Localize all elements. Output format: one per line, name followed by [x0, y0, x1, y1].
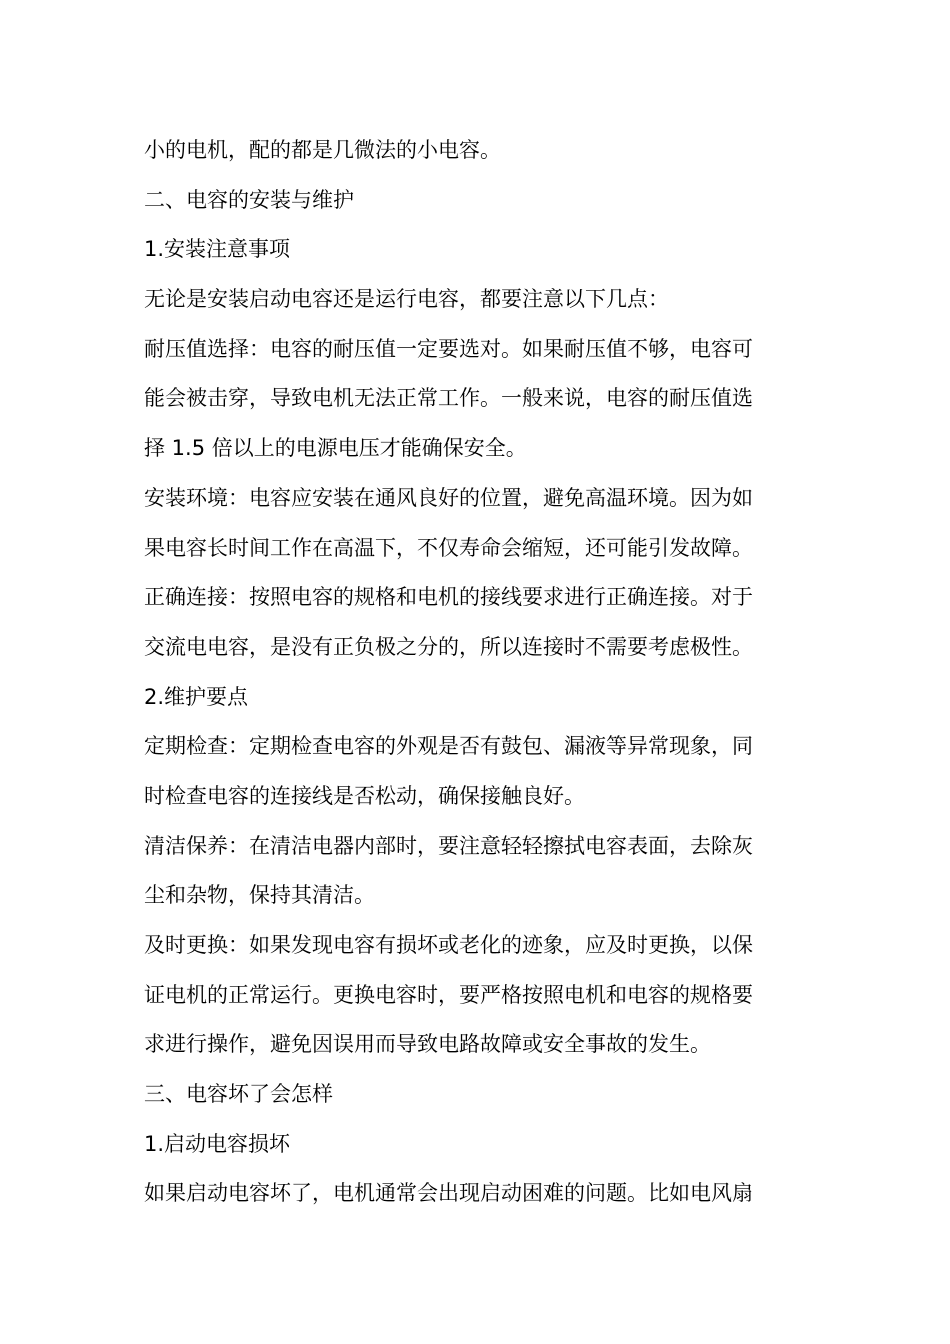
paragraph-environment-line-2: 果电容长时间工作在高温下，不仅寿命会缩短，还可能引发故障。	[144, 535, 753, 560]
subheading-maintenance-points: 2.维护要点	[144, 684, 249, 709]
section-heading-installation-maintenance: 二、电容的安装与维护	[144, 187, 354, 212]
paragraph-start-failure-line-1: 如果启动电容坏了，电机通常会出现启动困难的问题。比如电风扇	[144, 1181, 753, 1206]
subheading-installation-notes: 1.安装注意事项	[144, 237, 291, 262]
document-body	[144, 126, 808, 1219]
paragraph-cleaning-line-2: 尘和杂物，保持其清洁。	[144, 883, 375, 908]
section-heading-failure: 三、电容坏了会怎样	[144, 1082, 333, 1107]
paragraph-inspection-line-1: 定期检查：定期检查电容的外观是否有鼓包、漏液等异常现象，同	[144, 734, 753, 759]
paragraph-connection-line-1: 正确连接：按照电容的规格和电机的接线要求进行正确连接。对于	[144, 585, 753, 610]
paragraph-replacement-line-1: 及时更换：如果发现电容有损坏或老化的迹象，应及时更换，以保	[144, 933, 753, 957]
paragraph-voltage-line-2: 能会被击穿，导致电机无法正常工作。一般来说，电容的耐压值选	[144, 386, 753, 411]
paragraph-connection-line-2: 交流电电容，是没有正负极之分的，所以连接时不需要考虑极性。	[144, 634, 753, 659]
subheading-start-capacitor-failure: 1.启动电容损坏	[144, 1131, 291, 1156]
paragraph-replacement-line-3: 求进行操作，避免因误用而导致电路故障或安全事故的发生。	[144, 1032, 711, 1057]
paragraph-voltage-line-3: 择 1.5 倍以上的电源电压才能确保安全。	[144, 436, 527, 461]
paragraph-continuation: 小的电机，配的都是几微法的小电容。	[144, 138, 501, 162]
paragraph-inspection-line-2: 时检查电容的连接线是否松动，确保接触良好。	[144, 783, 585, 808]
paragraph-intro: 无论是安装启动电容还是运行电容，都要注意以下几点：	[144, 287, 669, 312]
paragraph-voltage-line-1: 耐压值选择：电容的耐压值一定要选对。如果耐压值不够，电容可	[144, 336, 753, 361]
paragraph-replacement-line-2: 证电机的正常运行。更换电容时，要严格按照电机和电容的规格要	[144, 982, 753, 1007]
paragraph-environment-line-1: 安装环境：电容应安装在通风良好的位置，避免高温环境。因为如	[144, 485, 753, 510]
paragraph-cleaning-line-1: 清洁保养：在清洁电器内部时，要注意轻轻擦拭电容表面，去除灰	[144, 833, 753, 858]
